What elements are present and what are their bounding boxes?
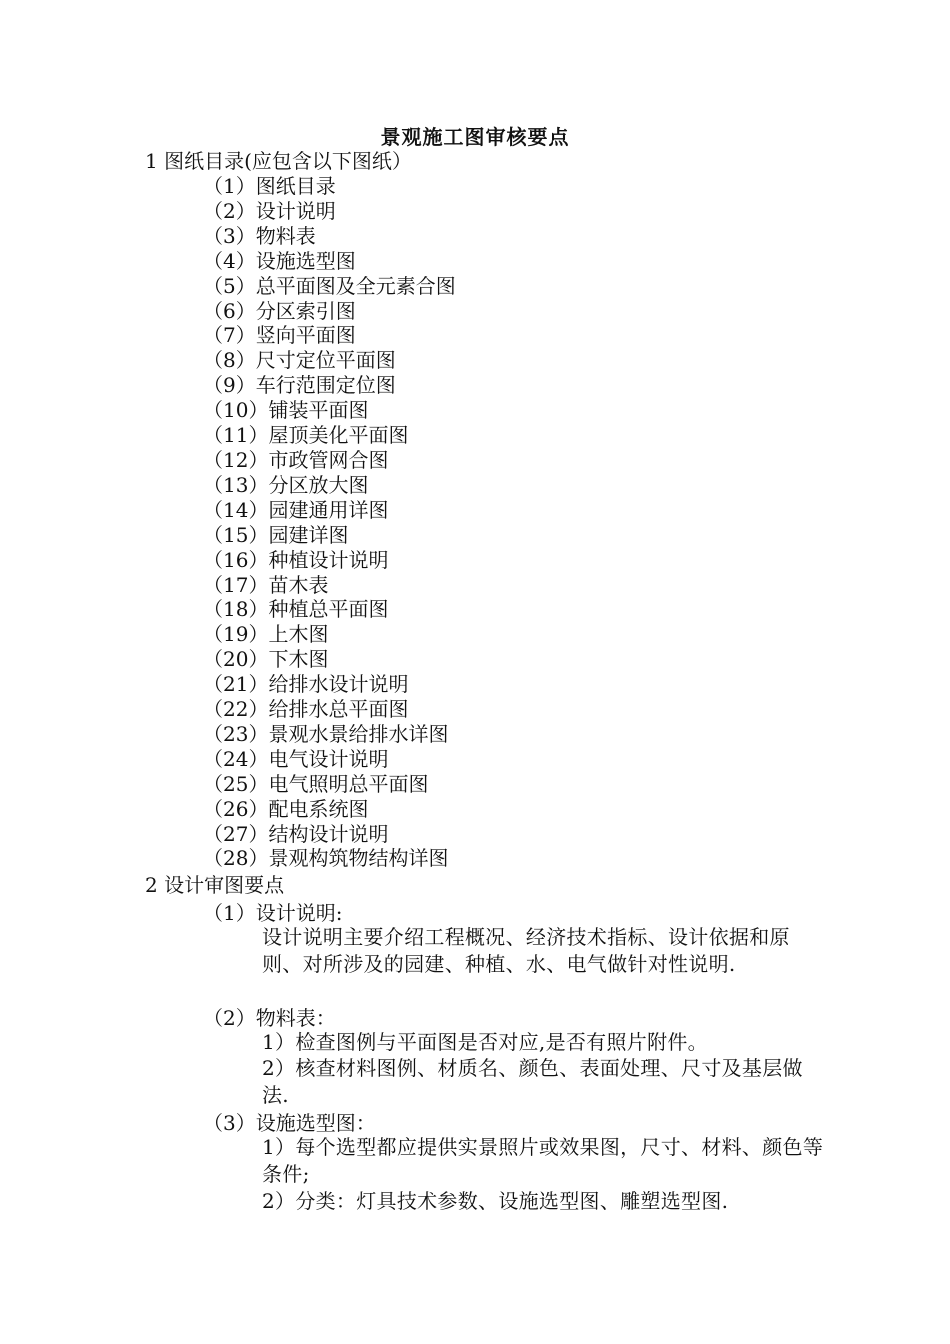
item-facility-selection-heading: （3）设施选型图： [203,1111,376,1135]
list-item: （19）上木图 [203,622,329,647]
list-item: （2）设计说明 [203,198,336,223]
list-item: （4）设施选型图 [203,248,356,273]
material-table-point-2: 2）核查材料图例、材质名、颜色、表面处理、尺寸及基层做法. [262,1056,803,1107]
list-item: （17）苗木表 [203,572,329,597]
list-item: （23）景观水景给排水详图 [203,721,449,746]
list-item: （1）图纸目录 [203,174,336,198]
section-1-heading: 1 图纸目录(应包含以下图纸） [145,149,412,173]
list-item: （27）结构设计说明 [203,821,389,846]
list-item: （13）分区放大图 [203,472,369,497]
list-item: （24）电气设计说明 [203,746,389,771]
list-item: （11）屋顶美化平面图 [203,423,409,448]
list-item: （18）种植总平面图 [203,597,389,622]
list-item: （3）物料表 [203,223,316,248]
design-notes-text: 设计说明主要介绍工程概况、经济技术指标、设计依据和原则、对所涉及的园建、种植、水、电气做针对性说明. [262,925,790,976]
list-item: （9）车行范围定位图 [203,373,396,398]
material-table-point-1: 1）检查图例与平面图是否对应,是否有照片附件。 [262,1030,708,1054]
list-item: （21）给排水设计说明 [203,672,409,697]
page-title: 景观施工图审核要点 [380,125,570,149]
list-item: （7）竖向平面图 [203,323,356,348]
list-item: （16）种植设计说明 [203,547,389,572]
list-item: （26）配电系统图 [203,796,369,821]
item-material-table-heading: （2）物料表： [203,1006,336,1030]
facility-selection-point-2: 2）分类：灯具技术参数、设施选型图、雕塑选型图. [262,1189,729,1213]
facility-selection-point-1: 1）每个选型都应提供实景照片或效果图，尺寸、材料、颜色等条件; [262,1135,824,1186]
list-item: （5）总平面图及全元素合图 [203,273,456,298]
list-item: （25）电气照明总平面图 [203,771,429,796]
list-item: （22）给排水总平面图 [203,697,409,722]
section-2-heading: 2 设计审图要点 [145,873,285,897]
item-design-notes-heading: （1）设计说明: [203,901,343,925]
list-item: （10）铺装平面图 [203,398,369,423]
list-item: （12）市政管网合图 [203,447,389,472]
list-item: （8）尺寸定位平面图 [203,348,396,373]
drawing-list [203,174,456,871]
list-item: （14）园建通用详图 [203,497,389,522]
list-item: （28）景观构筑物结构详图 [203,846,449,871]
list-item: （20）下木图 [203,647,329,672]
list-item: （15）园建详图 [203,522,349,547]
list-item: （6）分区索引图 [203,298,356,323]
